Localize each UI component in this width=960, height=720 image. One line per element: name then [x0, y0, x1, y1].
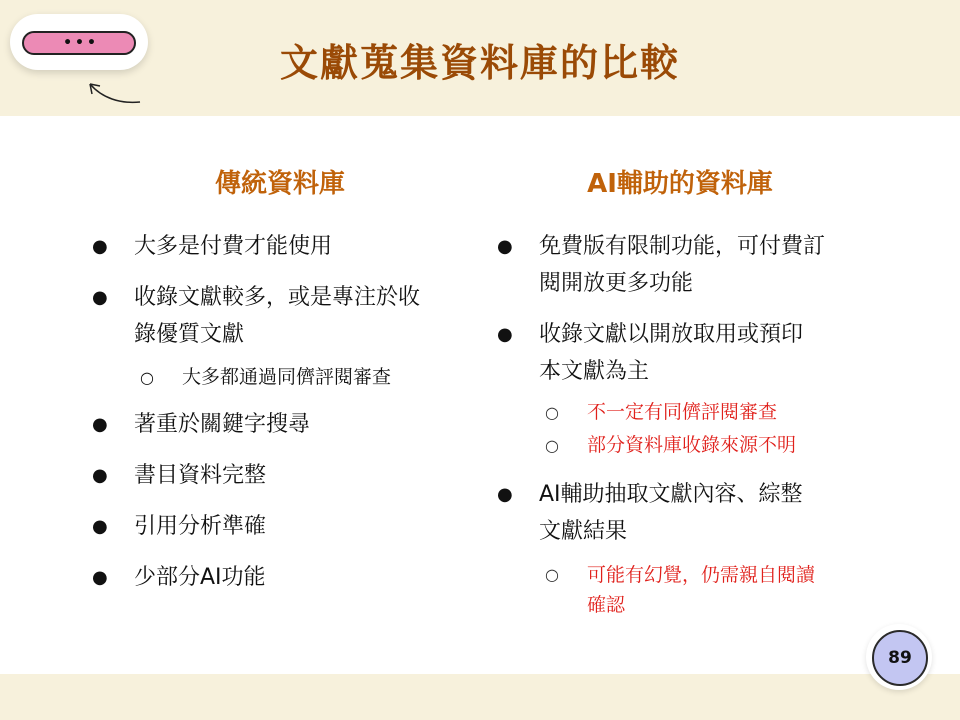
- list-item-text: 著重於關鍵字搜尋: [134, 412, 311, 437]
- list-item: [92, 279, 492, 353]
- footer-band: [0, 674, 960, 720]
- list-item-text: 收錄文獻較多，或是專注於收: [134, 285, 421, 310]
- list-item-text: 少部分AI功能: [134, 565, 266, 590]
- ellipsis-icon: •••: [63, 35, 99, 51]
- list-item-text-cont: 錄優質文獻: [134, 322, 245, 347]
- list-item-text: 書目資料完整: [134, 463, 267, 488]
- list-item: [92, 559, 492, 596]
- bullet-icon: ●: [92, 414, 108, 435]
- list-item-text: AI輔助抽取文獻內容、綜整: [539, 482, 803, 507]
- list-item-text-cont: 文獻結果: [539, 519, 628, 544]
- page-title: 文獻蒐集資料庫的比較: [279, 40, 680, 85]
- list-item-text: 收錄文獻以開放取用或預印: [539, 322, 804, 347]
- list-item-text: 免費版有限制功能，可付費訂: [539, 234, 826, 259]
- bullet-icon: ●: [92, 287, 108, 308]
- column-heading-ai: AI輔助的資料庫: [587, 169, 773, 199]
- page-number: 89: [872, 630, 928, 686]
- sub-list-item-text: 不一定有同儕評閱審查: [587, 401, 778, 423]
- list-item: [497, 316, 897, 390]
- hollow-bullet-icon: ○: [545, 403, 559, 422]
- sub-list-item: [497, 396, 897, 429]
- bullet-icon: ●: [92, 567, 108, 588]
- list-item: [92, 228, 492, 265]
- list-item: [497, 476, 897, 550]
- bullet-icon: ●: [497, 324, 513, 345]
- sub-list-item-text: 可能有幻覺，仍需親自閱讀: [587, 564, 816, 586]
- traditional-database-list: [92, 228, 492, 596]
- bullet-icon: ●: [497, 484, 513, 505]
- hollow-bullet-icon: ○: [545, 436, 559, 455]
- bullet-icon: ●: [92, 465, 108, 486]
- ai-database-list: [497, 228, 897, 620]
- list-item-text: 大多是付費才能使用: [134, 234, 333, 259]
- list-item: [92, 457, 492, 494]
- bullet-icon: ●: [497, 236, 513, 257]
- list-item: [92, 406, 492, 443]
- list-item: [92, 508, 492, 545]
- hollow-bullet-icon: ○: [545, 565, 559, 584]
- sub-list-item: [92, 361, 492, 394]
- sub-list-item: [497, 560, 897, 620]
- list-item-text: 引用分析準確: [134, 514, 267, 539]
- list-item-text-cont: 閱開放更多功能: [539, 271, 694, 296]
- bullet-icon: ●: [92, 236, 108, 257]
- sub-list-item-text: 部分資料庫收錄來源不明: [587, 434, 797, 456]
- column-heading-traditional: 傳統資料庫: [214, 169, 345, 199]
- list-item-text-cont: 本文獻為主: [539, 359, 650, 384]
- sub-list-item: [497, 429, 897, 462]
- hollow-bullet-icon: ○: [140, 368, 154, 387]
- list-item: [497, 228, 897, 302]
- sub-list-item-text: 大多都通過同儕評閱審查: [182, 366, 392, 388]
- sub-list-item-text-cont: 確認: [587, 594, 626, 616]
- bullet-icon: ●: [92, 516, 108, 537]
